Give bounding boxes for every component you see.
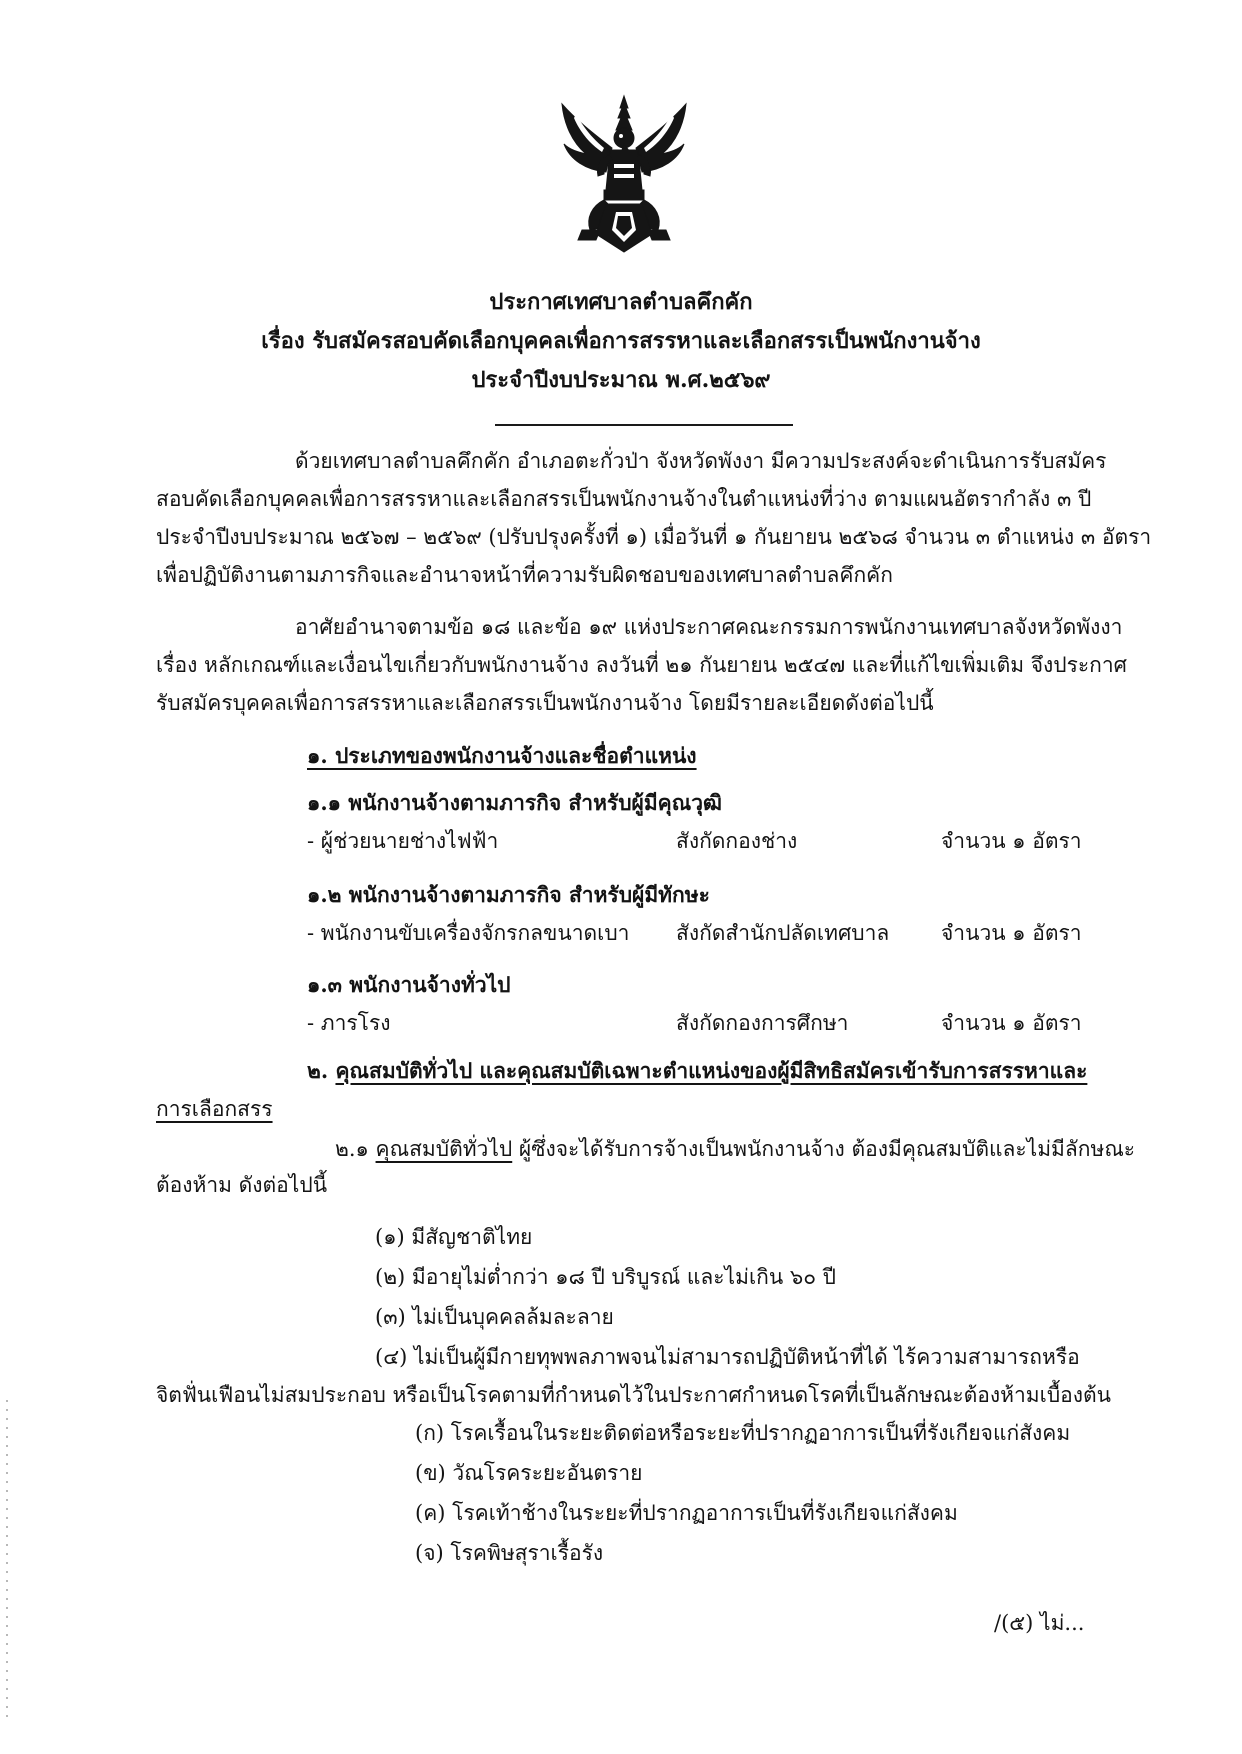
position-count: จำนวน ๑ อัตรา: [941, 1011, 1082, 1035]
qualification-item: (๔) ไม่เป็นผู้มีกายทุพพลภาพจนไม่สามารถปฏิบัติหน้าที่ได้ ไร้ความสามารถหรือ: [375, 1345, 1080, 1369]
disease-item: (จ) โรคพิษสุราเรื้อรัง: [415, 1541, 604, 1565]
position-department: สังกัดสำนักปลัดเทศบาล: [676, 921, 890, 945]
group-title: ๑.๑ พนักงานจ้างตามภารกิจ สำหรับผู้มีคุณวุฒิ: [307, 790, 722, 815]
garuda-emblem-icon: [556, 94, 692, 256]
position-department: สังกัดกองการศึกษา: [676, 1011, 849, 1035]
qualification-item: (๓) ไม่เป็นบุคคลล้มละลาย: [375, 1305, 614, 1329]
position-name: - ผู้ช่วยนายช่างไฟฟ้า: [307, 829, 499, 853]
section2-number: ๒.: [307, 1058, 329, 1083]
position-name: - พนักงานขับเครื่องจักรกลขนาดเบา: [307, 921, 630, 945]
position-department: สังกัดกองช่าง: [676, 829, 798, 853]
group-title: ๑.๓ พนักงานจ้างทั่วไป: [307, 972, 511, 997]
subsection-title: คุณสมบัติทั่วไป: [375, 1137, 513, 1161]
scan-margin-marks: [6, 1400, 8, 1720]
title-divider: [495, 424, 793, 426]
intro-p1-line: ด้วยเทศบาลตำบลคึกคัก อำเภอตะกั่วป่า จังหวัดพังงา มีความประสงค์จะดำเนินการรับสมัคร: [295, 449, 1107, 473]
position-count: จำนวน ๑ อัตรา: [941, 829, 1082, 853]
position-count: จำนวน ๑ อัตรา: [941, 921, 1082, 945]
section1-title: ๑. ประเภทของพนักงานจ้างและชื่อตำแหน่ง: [307, 743, 697, 768]
position-name: - ภารโรง: [307, 1011, 391, 1035]
announcement-title: ประกาศเทศบาลตำบลคึกคัก: [489, 289, 753, 315]
subsection-text: ผู้ซึ่งจะได้รับการจ้างเป็นพนักงานจ้าง ต้องมีคุณสมบัติและไม่มีลักษณะ: [518, 1137, 1136, 1161]
disease-item: (ค) โรคเท้าช้างในระยะที่ปรากฏอาการเป็นที่รังเกียจแก่สังคม: [415, 1501, 958, 1525]
subsection-text-cont: ต้องห้าม ดังต่อไปนี้: [156, 1173, 328, 1197]
intro-p1-line: ประจำปีงบประมาณ ๒๕๖๗ – ๒๕๖๙ (ปรับปรุงครั้งที่ ๑) เมื่อวันที่ ๑ กันยายน ๒๕๖๘ จำนวน ๓ ตำแหน่ง ๓ อัตรา: [156, 525, 1152, 549]
disease-item: (ข) วัณโรคระยะอันตราย: [415, 1461, 643, 1485]
disease-item: (ก) โรคเรื้อนในระยะติดต่อหรือระยะที่ปรากฏอาการเป็นที่รังเกียจแก่สังคม: [415, 1421, 1071, 1445]
qualification-item-cont: จิตฟั่นเฟือนไม่สมประกอบ หรือเป็นโรคตามที่กำหนดไว้ในประกาศกำหนดโรคที่เป็นลักษณะต้องห้ามเบื้องต้น: [156, 1383, 1112, 1407]
subsection-2-1: [335, 1134, 1135, 1164]
qualification-item: (๒) มีอายุไม่ต่ำกว่า ๑๘ ปี บริบูรณ์ และไม่เกิน ๖๐ ปี: [375, 1265, 837, 1289]
qualification-item: (๑) มีสัญชาติไทย: [375, 1225, 533, 1249]
section2-heading: [307, 1056, 1087, 1086]
intro-p1-line: สอบคัดเลือกบุคคลเพื่อการสรรหาและเลือกสรรเป็นพนักงานจ้างในตำแหน่งที่ว่าง ตามแผนอัตรากำลัง ๓ ปี: [156, 487, 1092, 511]
fiscal-year-line: ประจำปีงบประมาณ พ.ศ.๒๕๖๙: [471, 367, 771, 393]
subsection-number: ๒.๑: [335, 1137, 369, 1161]
page-continuation: /(๕) ไม่...: [994, 1611, 1085, 1635]
group-title: ๑.๒ พนักงานจ้างตามภารกิจ สำหรับผู้มีทักษะ: [307, 882, 710, 907]
section2-title-cont: การเลือกสรร: [156, 1097, 273, 1121]
section2-title: คุณสมบัติทั่วไป และคุณสมบัติเฉพาะตำแหน่งของผู้มีสิทธิสมัครเข้ารับการสรรหาและ: [335, 1058, 1088, 1083]
intro-p2-line: เรื่อง หลักเกณฑ์และเงื่อนไขเกี่ยวกับพนักงานจ้าง ลงวันที่ ๒๑ กันยายน ๒๕๔๗ และที่แก้ไขเพิ่มเติม จึงประกาศ: [156, 653, 1128, 677]
intro-p1-line: เพื่อปฏิบัติงานตามภารกิจและอำนาจหน้าที่ความรับผิดชอบของเทศบาลตำบลคึกคัก: [156, 563, 893, 587]
announcement-subject: เรื่อง รับสมัครสอบคัดเลือกบุคคลเพื่อการสรรหาและเลือกสรรเป็นพนักงานจ้าง: [261, 328, 981, 354]
intro-p2-line: อาศัยอำนาจตามข้อ ๑๘ และข้อ ๑๙ แห่งประกาศคณะกรรมการพนักงานเทศบาลจังหวัดพังงา: [295, 615, 1123, 639]
intro-p2-line: รับสมัครบุคคลเพื่อการสรรหาและเลือกสรรเป็นพนักงานจ้าง โดยมีรายละเอียดดังต่อไปนี้: [156, 691, 934, 715]
